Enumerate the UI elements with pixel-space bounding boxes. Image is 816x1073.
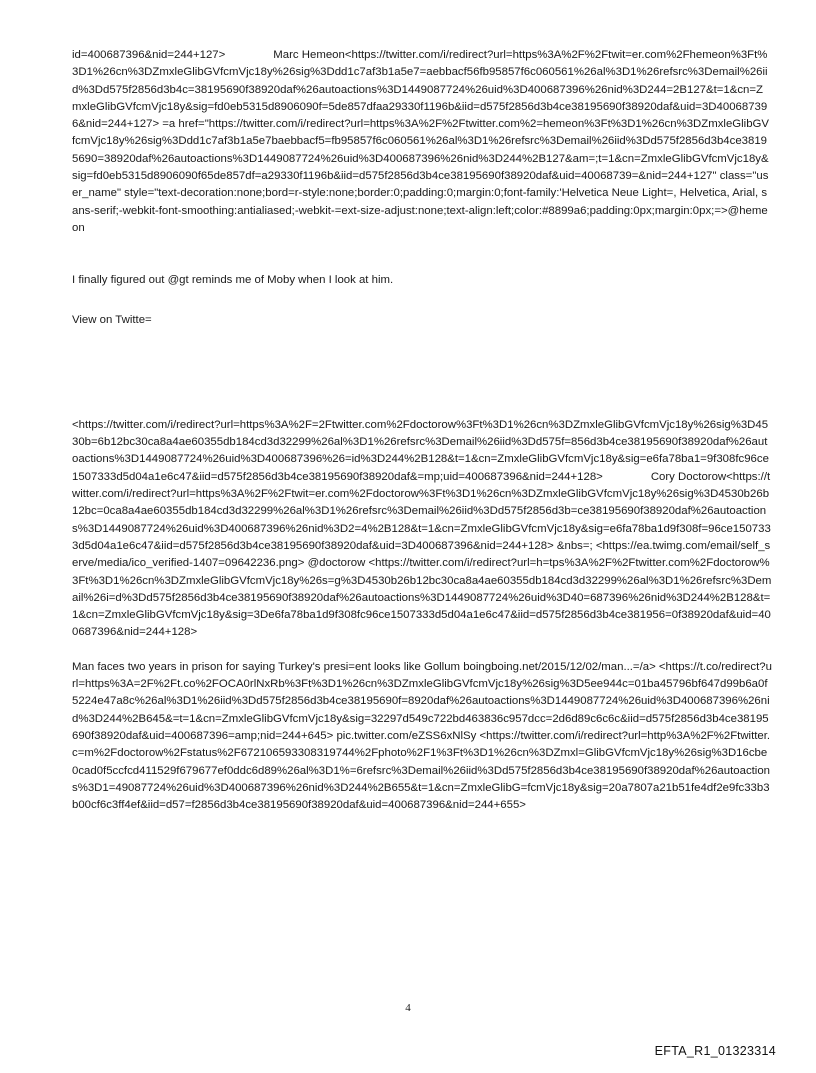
tweet-text-doctorow: Man faces two years in prison for saying Turkey's presi=ent looks like Gollum boingboing.net/2015/12/02/man...=/a> <https://t.co/redirect?url=https%3A=2F%2Ft.co%2FOCA0rlNxRb%3Ft%3D1%26cn%3DZmxleGlibGVfcmVjc18y%26sig%3D5ee944c=01ba45796bf647d99b6a0f5224e47a8c%26al%3D1%26iid%3Dd575f2856d3b4ce38195690f=8920daf%26autoactions%3D1449087724%26uid%3D400687396%26nid%3D244%2B645&=t=1&cn=ZmxleGlibGVfcmVjc18y&sig=32297d549c722bd463836c957dcc=2d6d89c6c6c&iid=d575f2856d3b4ce38195690f38920daf&uid=400687396=amp;nid=244+645> pic.twitter.com/eZSS6xNlSy <https://twitter.com/i/redirect?url=http%3A%2F%2Ftwitter.c=m%2Fdoctorow%2Fstatus%2F672106593308319744%2Fphoto%2F1%3Ft%3D1%26cn%3DZmxl=GlibGVfcmVjc18y%26sig%3D16cbe0cad0f5ccfcd411529f679677ef0ddc6d89%26al%3D1%=6refsrc%3Demail%26iid%3Dd575f2856d3b4ce38195690f38920daf%26autoactions%3D1=49087724%26uid%3D400687396%26nid%3D244%2B655&t=1&cn=ZmxleGlibG=fcmVjc18y&sig=20a7807a21b51fe4df2e9fc33b3b00cf6c3ff4ef&iid=d57=f2856d3b4ce38195690f38920daf&uid=400687396&nid=244+655> (72, 660, 772, 812)
doctorow-prefix: <https://twitter.com/i/redirect?url=https%3A%2F=2Ftwitter.com%2Fdoctorow%3Ft%3D1%26cn%3DZmxleGlibGVfcmVjc18y%26sig%3D4530b=6b12bc30ca8a4ae60355db184cd3d32299%26al%3D1%26refsrc%3Demail%26iid%3Dd575f=856d3b4ce38195690f38920daf%26autoactions%3D1449087724%26uid%3D400687396%26=id%3D244%2B128&t=1&cn=ZmxleGlibGVfcmVjc18y&sig=e6fa78ba1=9f308fc96ce1507333d5d04a1e6c47&iid=d575f2856d3b4ce38195690f38920daf&=mp;uid=400687396&nid=244+128> (72, 418, 769, 483)
tweet-text-hemeon: I finally figured out @gt reminds me of Moby when I look at him. (72, 274, 394, 287)
hemeon-prefix: id=400687396&nid=244+127> (72, 49, 226, 61)
hemeon-block (72, 47, 772, 237)
hemeon-links: <https://twitter.com/i/redirect?url=https%3A%2F%2Ftwit=er.com%2Fhemeon%3Ft%3D1%26cn%3DZmxleGlibGVfcmVjc18y%26sig%3Ddd1c7af3b1a5e7=aebbacf56fb95857f6c060561%26al%3D1%26refsrc%3Demail%26iid%3Dd575f2856d3b4c=38195690f38920daf%26autoactions%3D1449087724%26uid%3D400687396%26nid%3D244=2B127&t=1&cn=ZmxleGlibGVfcmVjc18y&sig=fd0eb5315d8906090f=5de857dfaa29330f1196b&iid=d575f2856d3b4ce38195690f38920daf&uid=3D400687396&nid=244+127> =a href="https://twitter.com/i/redirect?url=https%3A%2F%2Ftwitter.com%2=hemeon%3Ft%3D1%26cn%3DZmxleGlibGVfcmVjc18y%26sig%3Ddd1c7af3b1a5e7baebbacf5=fb95857f6c060561%26al%3D1%26refsrc%3Demail%26iid%3Dd575f2856d3b4ce38195690=38920daf%26autoactions%3D1449087724%26uid%3D400687396%26nid%3D244%2B127&am=;t=1&cn=ZmxleGlibGVfcmVjc18y&sig=fd0eb5315d8906090f65de857df=a29330f1196b&iid=d575f2856d3b4ce38195690f38920daf&uid=40068739=&nid=244+127" class="user_name" style="text-decoration:none;bord=r-style:none;border:0;padding:0;margin:0;font-family:'Helvetica Neue Light=, Helvetica, Arial, sans-serif;-webkit-font-smoothing:antialiased;-webkit-=ext-size-adjust:none;text-align:left;color:#8899a6;padding:0px;margin:0px;=>@hemeon (72, 49, 770, 234)
view-on-twitter-text: View on Twitte= (72, 313, 152, 326)
bates-stamp: EFTA_R1_01323314 (654, 1044, 776, 1058)
sender-name-doctorow: Cory Doctorow (650, 470, 727, 483)
doctorow-block (72, 417, 772, 642)
sender-name-hemeon: Marc Hemeon (273, 49, 345, 61)
email-body (72, 47, 772, 814)
page-number: 4 (405, 1002, 411, 1014)
doctorow-links: <https://twitter.com/i/redirect?url=https%3A%2F%2Ftwit=er.com%2Fdoctorow%3Ft%3D1%26cn%3DZmxleGlibGVfcmVjc18y%26sig%3D4530b26b12bc=0ca8a4ae60355db184cd3d32299%26al%3D1%26refsrc%3Demail%26iid%3Dd575f2856d3b=ce38195690f38920daf%26autoactions%3D1449087724%26uid%3D400687396%26nid%3D2=4%2B128&t=1&cn=ZmxleGlibGVfcmVjc18y&sig=e6fa78ba1d9f308f=96ce1507333d5d04a1e6c47&iid=d575f2856d3b4ce38195690f38920daf&uid=3D400687396&nid=244+128> &nbs=; <https://ea.twimg.com/email/self_serve/media/ico_verified-1407=09642236.png> @doctorow <https://twitter.com/i/redirect?url=h=tps%3A%2F%2Ftwitter.com%2Fdoctorow%3Ft%3D1%26cn%3DZmxleGlibGVfcmVjc18y%26s=g%3D4530b26b12bc30ca8a4ae60355db184cd3d32299%26al%3D1%26refsrc%3Demail%26i=d%3Dd575f2856d3b4ce38195690f38920daf%26autoactions%3D1449087724%26uid%3D40=687396%26nid%3D244%2B128&t=1&cn=ZmxleGlibGVfcmVjc18y&sig=3De6fa78ba1d9f308fc96ce1507333d5d04a1e6c47&iid=d575f2856d3b4ce381956=0f38920daf&uid=400687396&nid=244+128> (72, 470, 772, 639)
